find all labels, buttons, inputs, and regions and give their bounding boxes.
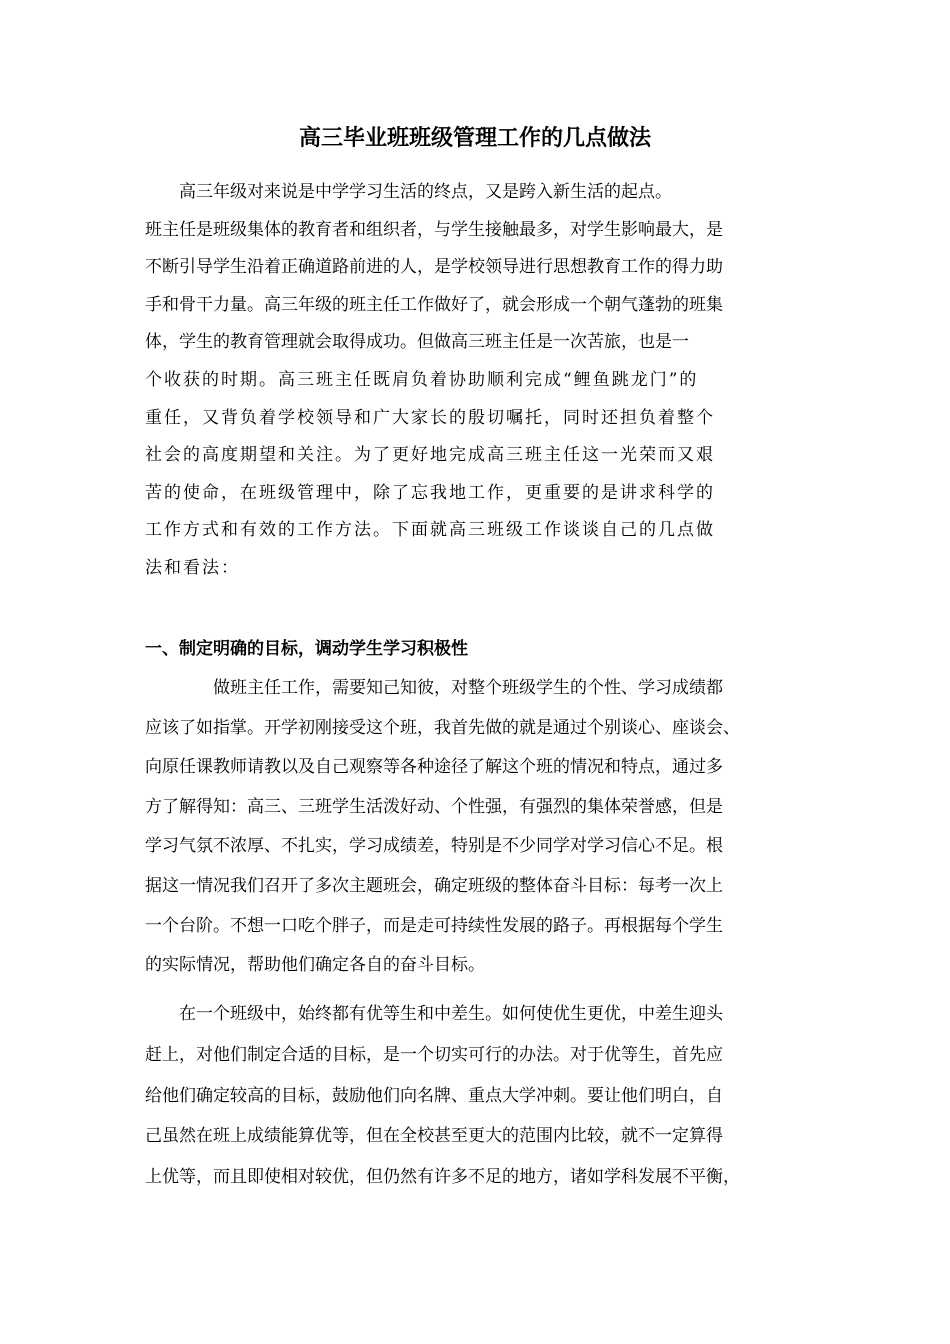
paragraph-line: 体，学生的教育管理就会取得成功。但做高三班主任是一次苦旅，也是一	[145, 332, 689, 353]
paragraph-line: 己虽然在班上成绩能算优等，但在全校甚至更大的范围内比较，就不一定算得	[145, 1126, 723, 1147]
paragraph-line: 的实际情况，帮助他们确定各自的奋斗目标。	[145, 955, 485, 976]
paragraph-line: 应该了如指掌。开学初刚接受这个班，我首先做的就是通过个别谈心、座谈会、	[145, 717, 740, 738]
paragraph-line: 重任，又背负着学校领导和广大家长的殷切嘱托，同时还担负着整个	[145, 407, 715, 428]
intro-paragraph	[145, 174, 810, 588]
paragraph-line: 给他们确定较高的目标，鼓励他们向名牌、重点大学冲刺。要让他们明白，自	[145, 1085, 723, 1106]
paragraph-line: 做班主任工作，需要知己知彼，对整个班级学生的个性、学习成绩都	[145, 678, 723, 698]
paragraph-line: 社会的高度期望和关注。为了更好地完成高三班主任这一光荣而又艰	[145, 445, 715, 466]
paragraph-line: 赶上，对他们制定合适的目标，是一个切实可行的办法。对于优等生，首先应	[145, 1044, 723, 1065]
paragraph-line: 高三年级对来说是中学学习生活的终点，又是跨入新生活的起点。	[145, 182, 672, 202]
paragraph-line: 上优等，而且即使相对较优，但仍然有许多不足的地方，诸如学科发展不平衡，	[145, 1167, 740, 1188]
paragraph-line: 手和骨干力量。高三年级的班主任工作做好了，就会形成一个朝气蓬勃的班集	[145, 294, 723, 315]
paragraph-line: 苦的使命，在班级管理中，除了忘我地工作，更重要的是讲求科学的	[145, 482, 715, 503]
paragraph-line: 一个台阶。不想一口吃个胖子，而是走可持续性发展的路子。再根据每个学生	[145, 915, 723, 936]
paragraph-line: 工作方式和有效的工作方法。下面就高三班级工作谈谈自己的几点做	[145, 520, 715, 541]
paragraph-line: 在一个班级中，始终都有优等生和中差生。如何使优生更优，中差生迎头	[145, 1004, 723, 1024]
paragraph-line: 法和看法：	[145, 557, 240, 578]
document-title: 高三毕业班班级管理工作的几点做法	[298, 125, 651, 151]
paragraph-line: 据这一情况我们召开了多次主题班会，确定班级的整体奋斗目标：每考一次上	[145, 875, 723, 896]
paragraph-line: 方了解得知：高三、三班学生活泼好动、个性强，有强烈的集体荣誉感，但是	[145, 796, 723, 817]
paragraph-line: 学习气氛不浓厚、不扎实，学习成绩差，特别是不少同学对学习信心不足。根	[145, 836, 723, 857]
paragraph-line: 个收获的时期。高三班主任既肩负着协助顺利完成“鲤鱼跳龙门”的	[145, 369, 699, 390]
section1-paragraph-2	[145, 994, 810, 1198]
section1-paragraph	[145, 669, 810, 986]
paragraph-line: 不断引导学生沿着正确道路前进的人，是学校领导进行思想教育工作的得力助	[145, 257, 723, 278]
section-heading: 一、制定明确的目标，调动学生学习积极性	[145, 639, 468, 659]
paragraph-line: 班主任是班级集体的教育者和组织者，与学生接触最多，对学生影响最大，是	[145, 219, 723, 240]
paragraph-line: 向原任课教师请教以及自己观察等各种途径了解这个班的情况和特点，通过多	[145, 757, 723, 778]
